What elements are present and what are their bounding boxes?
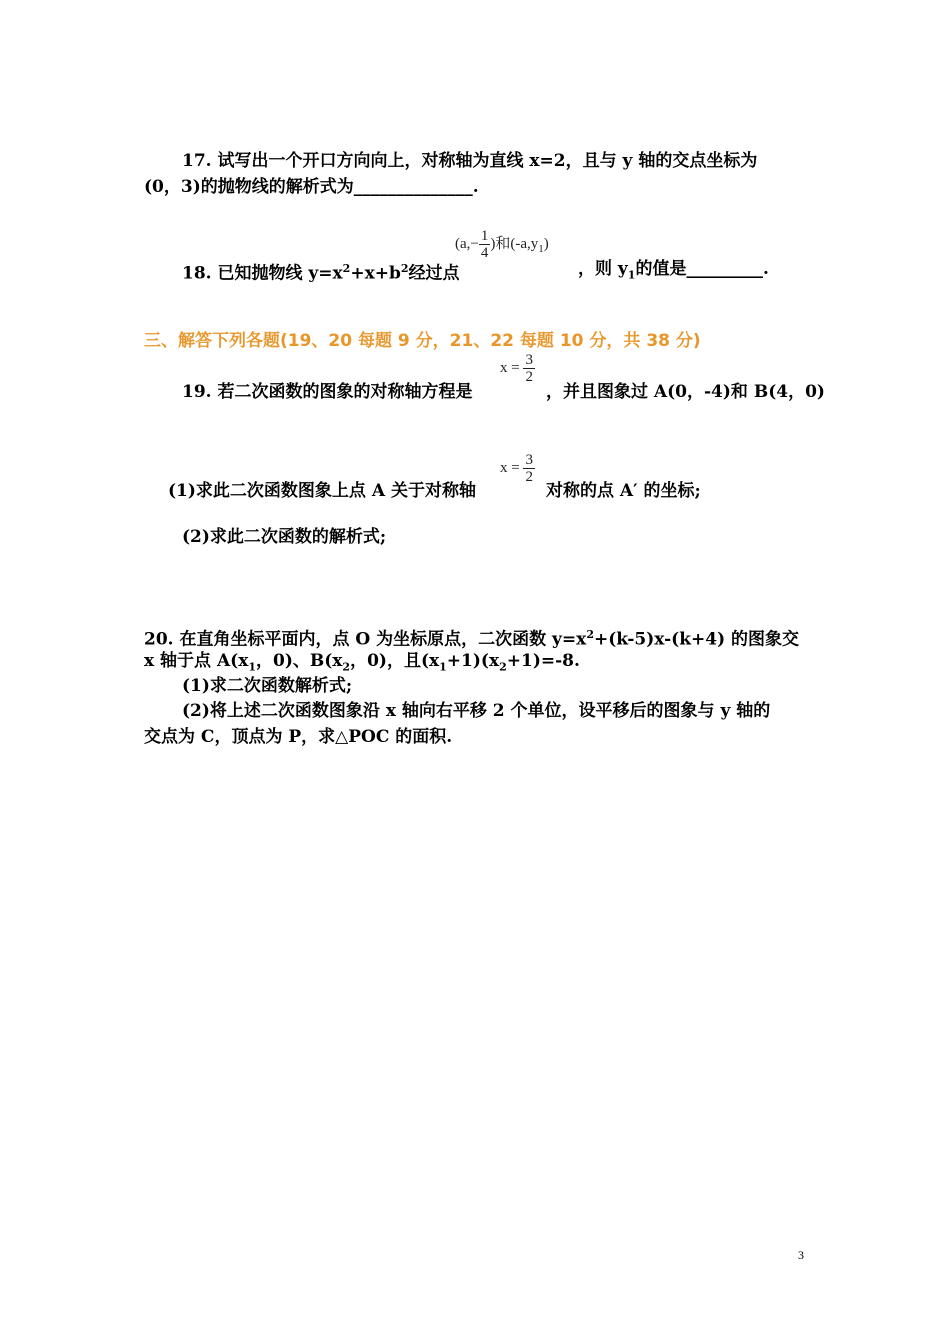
q20-line2-d: +1)(x (446, 651, 500, 671)
q19-part1-b: 对称的点 A′ 的坐标; (546, 481, 701, 501)
q20-line1 (144, 624, 799, 651)
q19-part2: (2)求此二次函数的解析式; (182, 527, 387, 547)
q20-line2-s4: 2 (499, 660, 507, 674)
q19-text-a: 19. 若二次函数的图象的对称轴方程是 (182, 382, 473, 402)
q18-formula-close: ) (543, 235, 549, 252)
q19-p1-frac-den: 2 (525, 469, 533, 485)
q19-axis-formula (500, 352, 535, 385)
q19-p1-formula-x: x = (500, 459, 520, 476)
q18-sup2: 2 (400, 262, 409, 275)
q19-fraction (523, 352, 535, 385)
q18-formula-right: )和(-a,y (490, 235, 539, 252)
q20-line2-b: ，0)、B(x (256, 651, 343, 671)
q17-line2: (0，3)的抛物线的解析式为______________. (144, 177, 479, 197)
q18-mid2: 经过点 (408, 263, 460, 284)
q18-line (182, 258, 460, 285)
q20-part1: (1)求二次函数解析式; (182, 676, 353, 696)
q18-sup1: 2 (342, 262, 351, 275)
q20-line2-s3: 1 (439, 660, 447, 674)
q20-line2-a: x 轴于点 A(x (144, 651, 249, 671)
q20-line2-s2: 2 (342, 660, 351, 674)
q18-suffix-a: ，则 y (578, 259, 628, 279)
q18-suffix (578, 258, 769, 286)
q18-formula-left: (a,− (455, 235, 479, 252)
q20-part2-line2: 交点为 C，顶点为 P，求△POC 的面积. (144, 727, 453, 747)
q18-frac-num: 1 (480, 228, 489, 244)
q18-point-formula (455, 228, 549, 261)
q19-p1-fraction (523, 452, 535, 485)
q19-p1-frac-num: 3 (525, 452, 533, 468)
page-number: 3 (798, 1248, 804, 1262)
q19-part1-a: (1)求此二次函数图象上点 A 关于对称轴 (168, 481, 476, 501)
q19-text-b: ，并且图象过 A(0，-4)和 B(4，0) (546, 382, 825, 402)
q19-frac-den: 2 (525, 369, 533, 385)
q20-line2-e: +1)=-8. (506, 651, 580, 671)
q19-frac-num: 3 (525, 352, 533, 368)
q18-suffix-sub: 1 (627, 268, 636, 282)
q20-line2-c: ，0)，且(x (350, 651, 440, 671)
q20-part2-line1: (2)将上述二次函数图象沿 x 轴向右平移 2 个单位，设平移后的图象与 y 轴的 (182, 701, 771, 721)
q19-formula-x: x = (500, 359, 520, 376)
q20-line2-s1: 1 (248, 660, 256, 674)
q17-line1: 17. 试写出一个开口方向向上，对称轴为直线 x=2，且与 y 轴的交点坐标为 (182, 151, 758, 171)
q19-part1-formula (500, 452, 535, 485)
q18-suffix-b: 的值是_________. (635, 259, 769, 279)
q20-line1-sup: 2 (586, 628, 594, 641)
q18-fraction (479, 228, 491, 261)
section-3-heading: 三、解答下列各题(19、20 每题 9 分，21、22 每题 10 分，共 38 分) (144, 331, 701, 351)
q18-mid1: +x+b (350, 263, 401, 284)
q18-formula-sub: 1 (538, 242, 544, 255)
q18-prefix: 18. 已知抛物线 y=x (182, 263, 343, 284)
q20-line1-a: 20. 在直角坐标平面内，点 O 为坐标原点，二次函数 y=x (144, 629, 587, 650)
q20-line1-b: +(k-5)x-(k+4) 的图象交 (593, 629, 800, 650)
q18-frac-den: 4 (480, 245, 489, 261)
